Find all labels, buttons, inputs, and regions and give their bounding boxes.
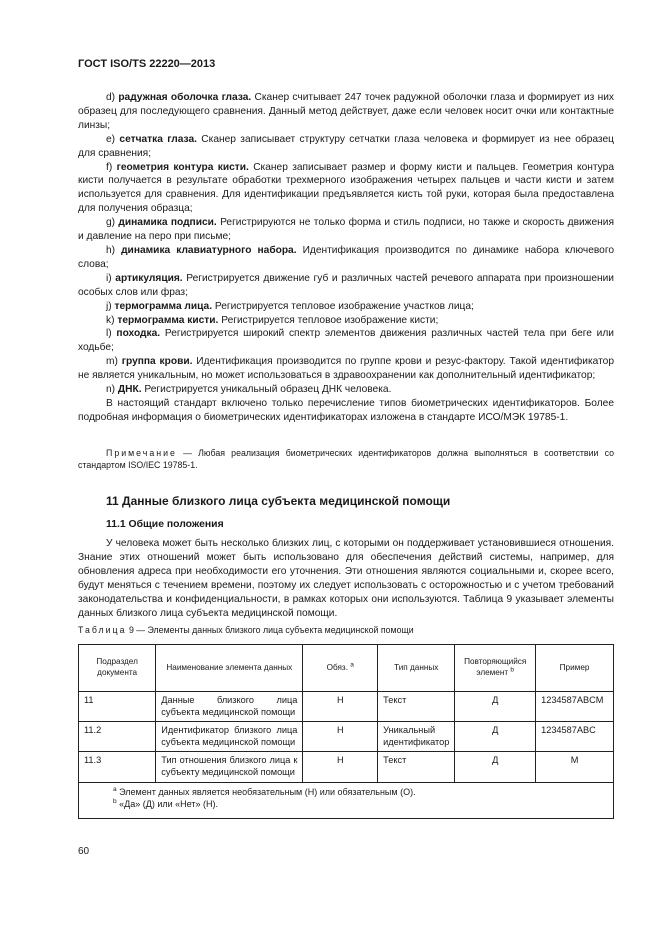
- note-label: Примечание: [106, 448, 177, 458]
- term: артикуляция.: [115, 272, 183, 284]
- note-text: — Любая реализация биометрических идентификаторов должна выполняться в соответствии со стандартом ISO/IEC 19785-1.: [78, 448, 614, 470]
- subsection-heading: 11.1 Общие положения: [106, 519, 224, 530]
- table-caption: Таблица 9 — Элементы данных близкого лица субъекта медицинской помощи: [78, 625, 414, 635]
- list-item-l: l) походка. Регистрируется широкий спектр элементов движения различных частей тела при беге или ходьбе;: [78, 328, 614, 354]
- header-example: Пример: [536, 645, 614, 692]
- header-repeating: Повторяющийся элемент $^b$: [455, 645, 536, 692]
- term: динамика подписи.: [118, 217, 217, 229]
- data-elements-table: [78, 644, 614, 819]
- list-item-m: m) группа крови. Идентификация производится по группе крови и резус-фактору. Такой идентификатор не является уникальным, но может использоваться в здравоохранении как дополнительный идентификатор;: [78, 356, 614, 382]
- term: походка.: [116, 328, 161, 340]
- table-row: 11.2 Идентификатор близкого лица субъекта медицинской помощи Н Уникальный идентификатор Д 1234587ABC: [79, 722, 614, 752]
- term: термограмма кисти.: [117, 314, 219, 326]
- list-item-e: e) сетчатка глаза. Сканер записывает структуру сетчатки глаза человека и формирует из нее образец для сравнения;: [78, 133, 614, 159]
- page-number: 60: [78, 846, 90, 857]
- footnote-a: $^a$ Элемент данных является необязательным (Н) или обязательным (О).: [113, 785, 416, 797]
- header-required: Обяз. $^a$: [303, 645, 378, 692]
- term: динамика клавиатурного набора.: [121, 244, 297, 256]
- table-row: 11 Данные близкого лица субъекта медицинской помощи Н Текст Д 1234587ABCM: [79, 692, 614, 722]
- section-heading: 11 Данные близкого лица субъекта медицинской помощи: [106, 494, 451, 508]
- term: группа крови.: [121, 356, 193, 368]
- list-item-h: h) динамика клавиатурного набора. Идентификация производится по динамике набора ключевого слова;: [78, 244, 614, 270]
- section-paragraph: У человека может быть несколько близких лиц, с которыми он поддерживает установившиеся отношения. Знание этих отношений может быть использовано для обеспечения действий системы, например, для обновления адреса при необходимости его уточнения. Эти отношения являются социальными и, скорее всего, будут меняться с течением времени, поэтому их следует использовать с осторожностью и с учетом требований законодательства и конфиденциальности, в рамках которых они используются. Таблица 9 указывает элементы данных близкого лица субъекта медицинской помощи.: [78, 538, 614, 619]
- closing-paragraph: В настоящий стандарт включено только перечисление типов биометрических идентификаторов. Более подробная информация о биометрических идентификаторах изложена в стандарте ИСО/МЭК 19785-1.: [78, 397, 614, 423]
- header-type: Тип данных: [378, 645, 455, 692]
- term: термограмма лица.: [114, 300, 213, 312]
- list-item-f: f) геометрия контура кисти. Сканер записывает размер и форму кисти и пальцев. Геометрия контура кисти получается в результате обработки трехмерного изображения четырех пальцев и части кисти и затем используется для сравнения. Для идентификации предъявляется кисть той руки, которая была предоставлена для получения образца;: [78, 161, 614, 215]
- document-header: ГОСТ ISO/TS 22220—2013: [78, 58, 216, 70]
- biometric-list: [78, 91, 614, 425]
- header-subsection: Подраздел документа: [79, 645, 156, 692]
- term: радужная оболочка глаза.: [118, 92, 252, 103]
- term: ДНК.: [117, 384, 142, 396]
- list-item-j: j) термограмма лица. Регистрируется тепловое изображение участков лица;: [106, 300, 474, 312]
- footnote-b: $^b$ «Да» (Д) или «Нет» (Н).: [113, 797, 218, 809]
- list-item-n: n) ДНК. Регистрируется уникальный образец ДНК человека.: [106, 384, 392, 396]
- table-row: 11.3 Тип отношения близкого лица к субъекту медицинской помощи Н Текст Д M: [79, 752, 614, 782]
- term: сетчатка глаза.: [119, 133, 197, 145]
- list-item-d: d) радужная оболочка глаза. Сканер считывает 247 точек радужной оболочки глаза и формирует из них образец для последующего сравнения. Данный метод действует, даже если человек носит очки или контактные линзы;: [78, 92, 614, 131]
- note: [78, 447, 614, 471]
- list-item-k: k) термограмма кисти. Регистрируется тепловое изображение кисти;: [106, 314, 439, 326]
- term: геометрия контура кисти.: [116, 161, 249, 173]
- list-item-g: g) динамика подписи. Регистрируются не только форма и стиль подписи, но также и скорость движения и давление на перо при письме;: [78, 217, 614, 243]
- list-item-i: i) артикуляция. Регистрируется движение губ и различных частей речевого аппарата при произношении особых слов или фраз;: [78, 272, 614, 298]
- table-header-row: [79, 645, 614, 692]
- table-footnotes: [79, 782, 614, 818]
- header-name: Наименование элемента данных: [156, 645, 303, 692]
